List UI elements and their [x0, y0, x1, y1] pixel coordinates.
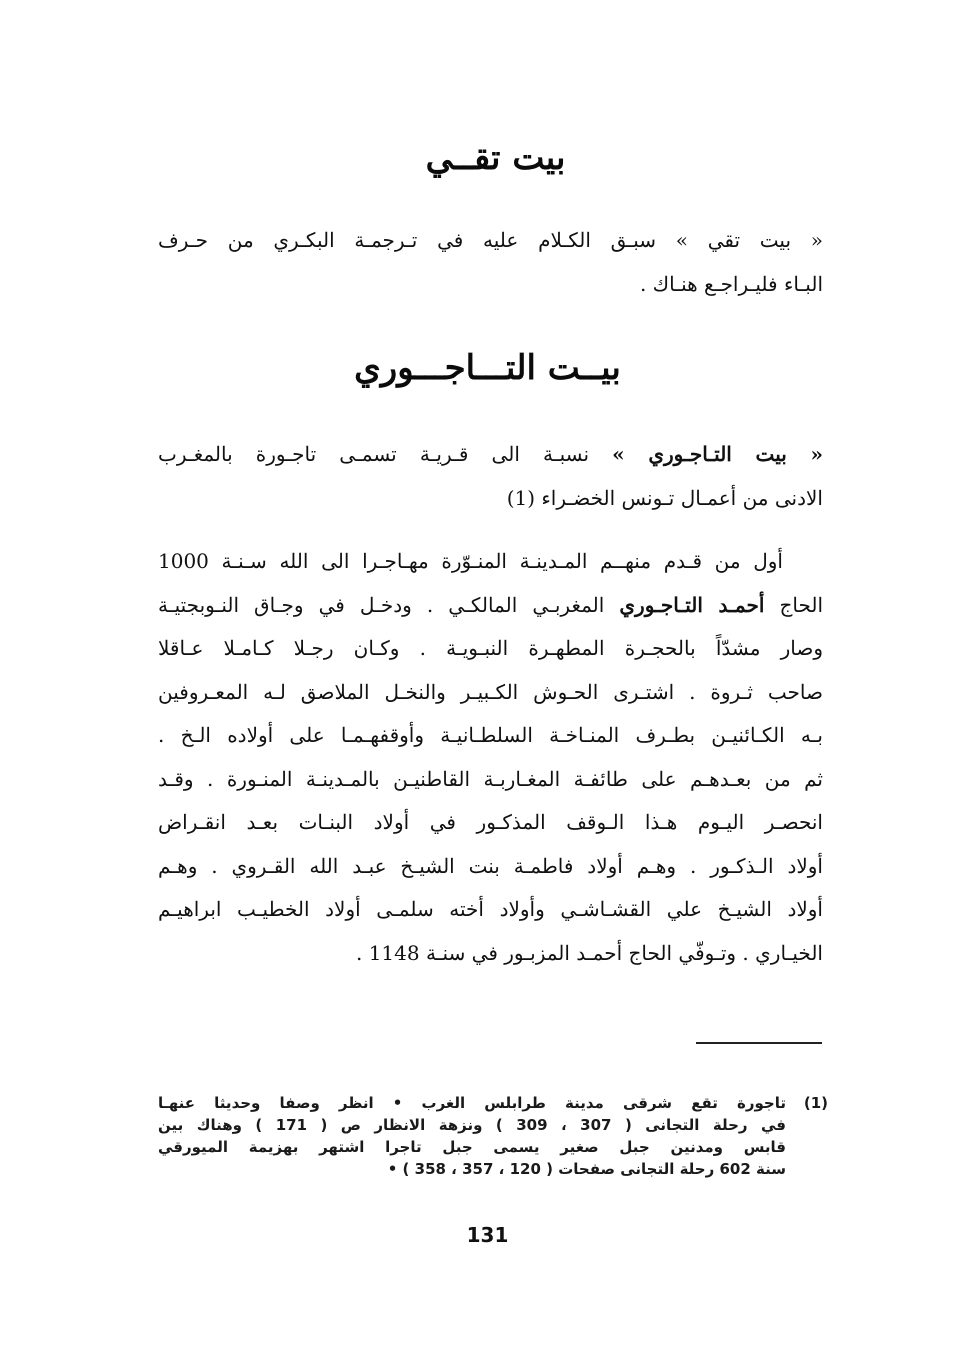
- section-title-bayt-al-tajuri: بيــت التـــاجـــوري: [354, 348, 621, 388]
- text-line: [158, 432, 823, 476]
- text-line: « بيت تقي » سبـق الكـلام عليه في تـرجمـة البكـري من حـرف: [158, 228, 823, 252]
- text-line: صاحب ثـروة . اشتـرى الحـوش الكـبيـر والنخـل الملاصق لـه المعـروفين: [158, 679, 823, 704]
- paragraph-tajuri-intro: [158, 432, 823, 520]
- paragraph-tajuri-history: [158, 540, 823, 975]
- footnote-line: قابس ومدنين جبل صغير يسمى جبل تاجرا اشتهر بهزيمة الميورقي: [158, 1138, 786, 1156]
- page-number: 131: [466, 1223, 509, 1247]
- text-line: انحصـر اليـوم هـذا الـوقف المذكـور في أولاد البنـات بعـد انقـراض: [158, 810, 823, 834]
- footnote-body: [158, 1092, 786, 1180]
- text-line: بـه الكـائنيـن بطـرف المنـاخـة السلطـانيـة وأوقفهـمـا على أولاده الـخ .: [158, 723, 823, 747]
- footnote-line: سنة 602 رحلة التجانى صفحات ( 120 ، 357 ، 358 ) •: [387, 1160, 786, 1178]
- bold-family-name: « بيت التـاجـوري »: [612, 442, 823, 466]
- text-line: وصار مشدّاً بالحجـرة المطهـرة النبـويـة . وكـان رجـلا كـامـلا عـاقلا: [158, 636, 823, 660]
- text-line: الخيـاري . وتـوفّي الحاج أحمـد المزبـور في سنـة 1148 .: [355, 940, 823, 965]
- text-fragment: المغربـي المالكـي . ودخـل في وجـاق النـوبجتيـة: [158, 592, 620, 617]
- text-line: البـاء فليـراجـع هنـاك .: [639, 272, 823, 296]
- text-line: الادنى من أعمـال تـونس الخضـراء (1): [506, 486, 823, 510]
- text-fragment: نسبـة الى قـريـة تسمـى تاجـورة بالمغـرب: [158, 442, 613, 466]
- footnote-line: تاجورة تقع شرقى مدينة طرابلس الغرب • انظر وصفا وحديثا عنهـا: [158, 1094, 786, 1112]
- text-line: أولاد الشيـخ علي القشـاشـي وأولاد أخته سلمـى أولاد الخطيـب ابراهيـم: [158, 897, 823, 921]
- footnote-line: في رحلة التجانى ( 307 ، 309 ) ونزهة الانظار ص ( 171 ) وهناك بين: [158, 1116, 786, 1134]
- text-line: ثم من بعـدهـم على طائفـة المغـاربـة القاطنيـن بالمـدينـة المنـورة . وقـد: [158, 766, 823, 791]
- text-line: أولاد الـذكـور . وهـم أولاد فاطمـة بنت الشيـخ عبـد الله القـروي . وهـم: [158, 853, 823, 878]
- text-line: أول من قـدم منهــم المـدينـة المنـوّرة مهـاجـرا الى الله سـنـة 1000: [158, 549, 783, 573]
- footnote: [158, 1092, 828, 1180]
- paragraph-bayt-taqi: [158, 218, 823, 306]
- footnote-marker: (1): [803, 1094, 828, 1112]
- text-line: [158, 584, 823, 628]
- text-fragment: الحاج: [764, 592, 824, 617]
- bold-person-name: أحمـد التـاجـوري: [619, 592, 765, 617]
- section-title-bayt-taqi: بيت تقــي: [425, 138, 566, 178]
- footnote-separator: [696, 1042, 822, 1044]
